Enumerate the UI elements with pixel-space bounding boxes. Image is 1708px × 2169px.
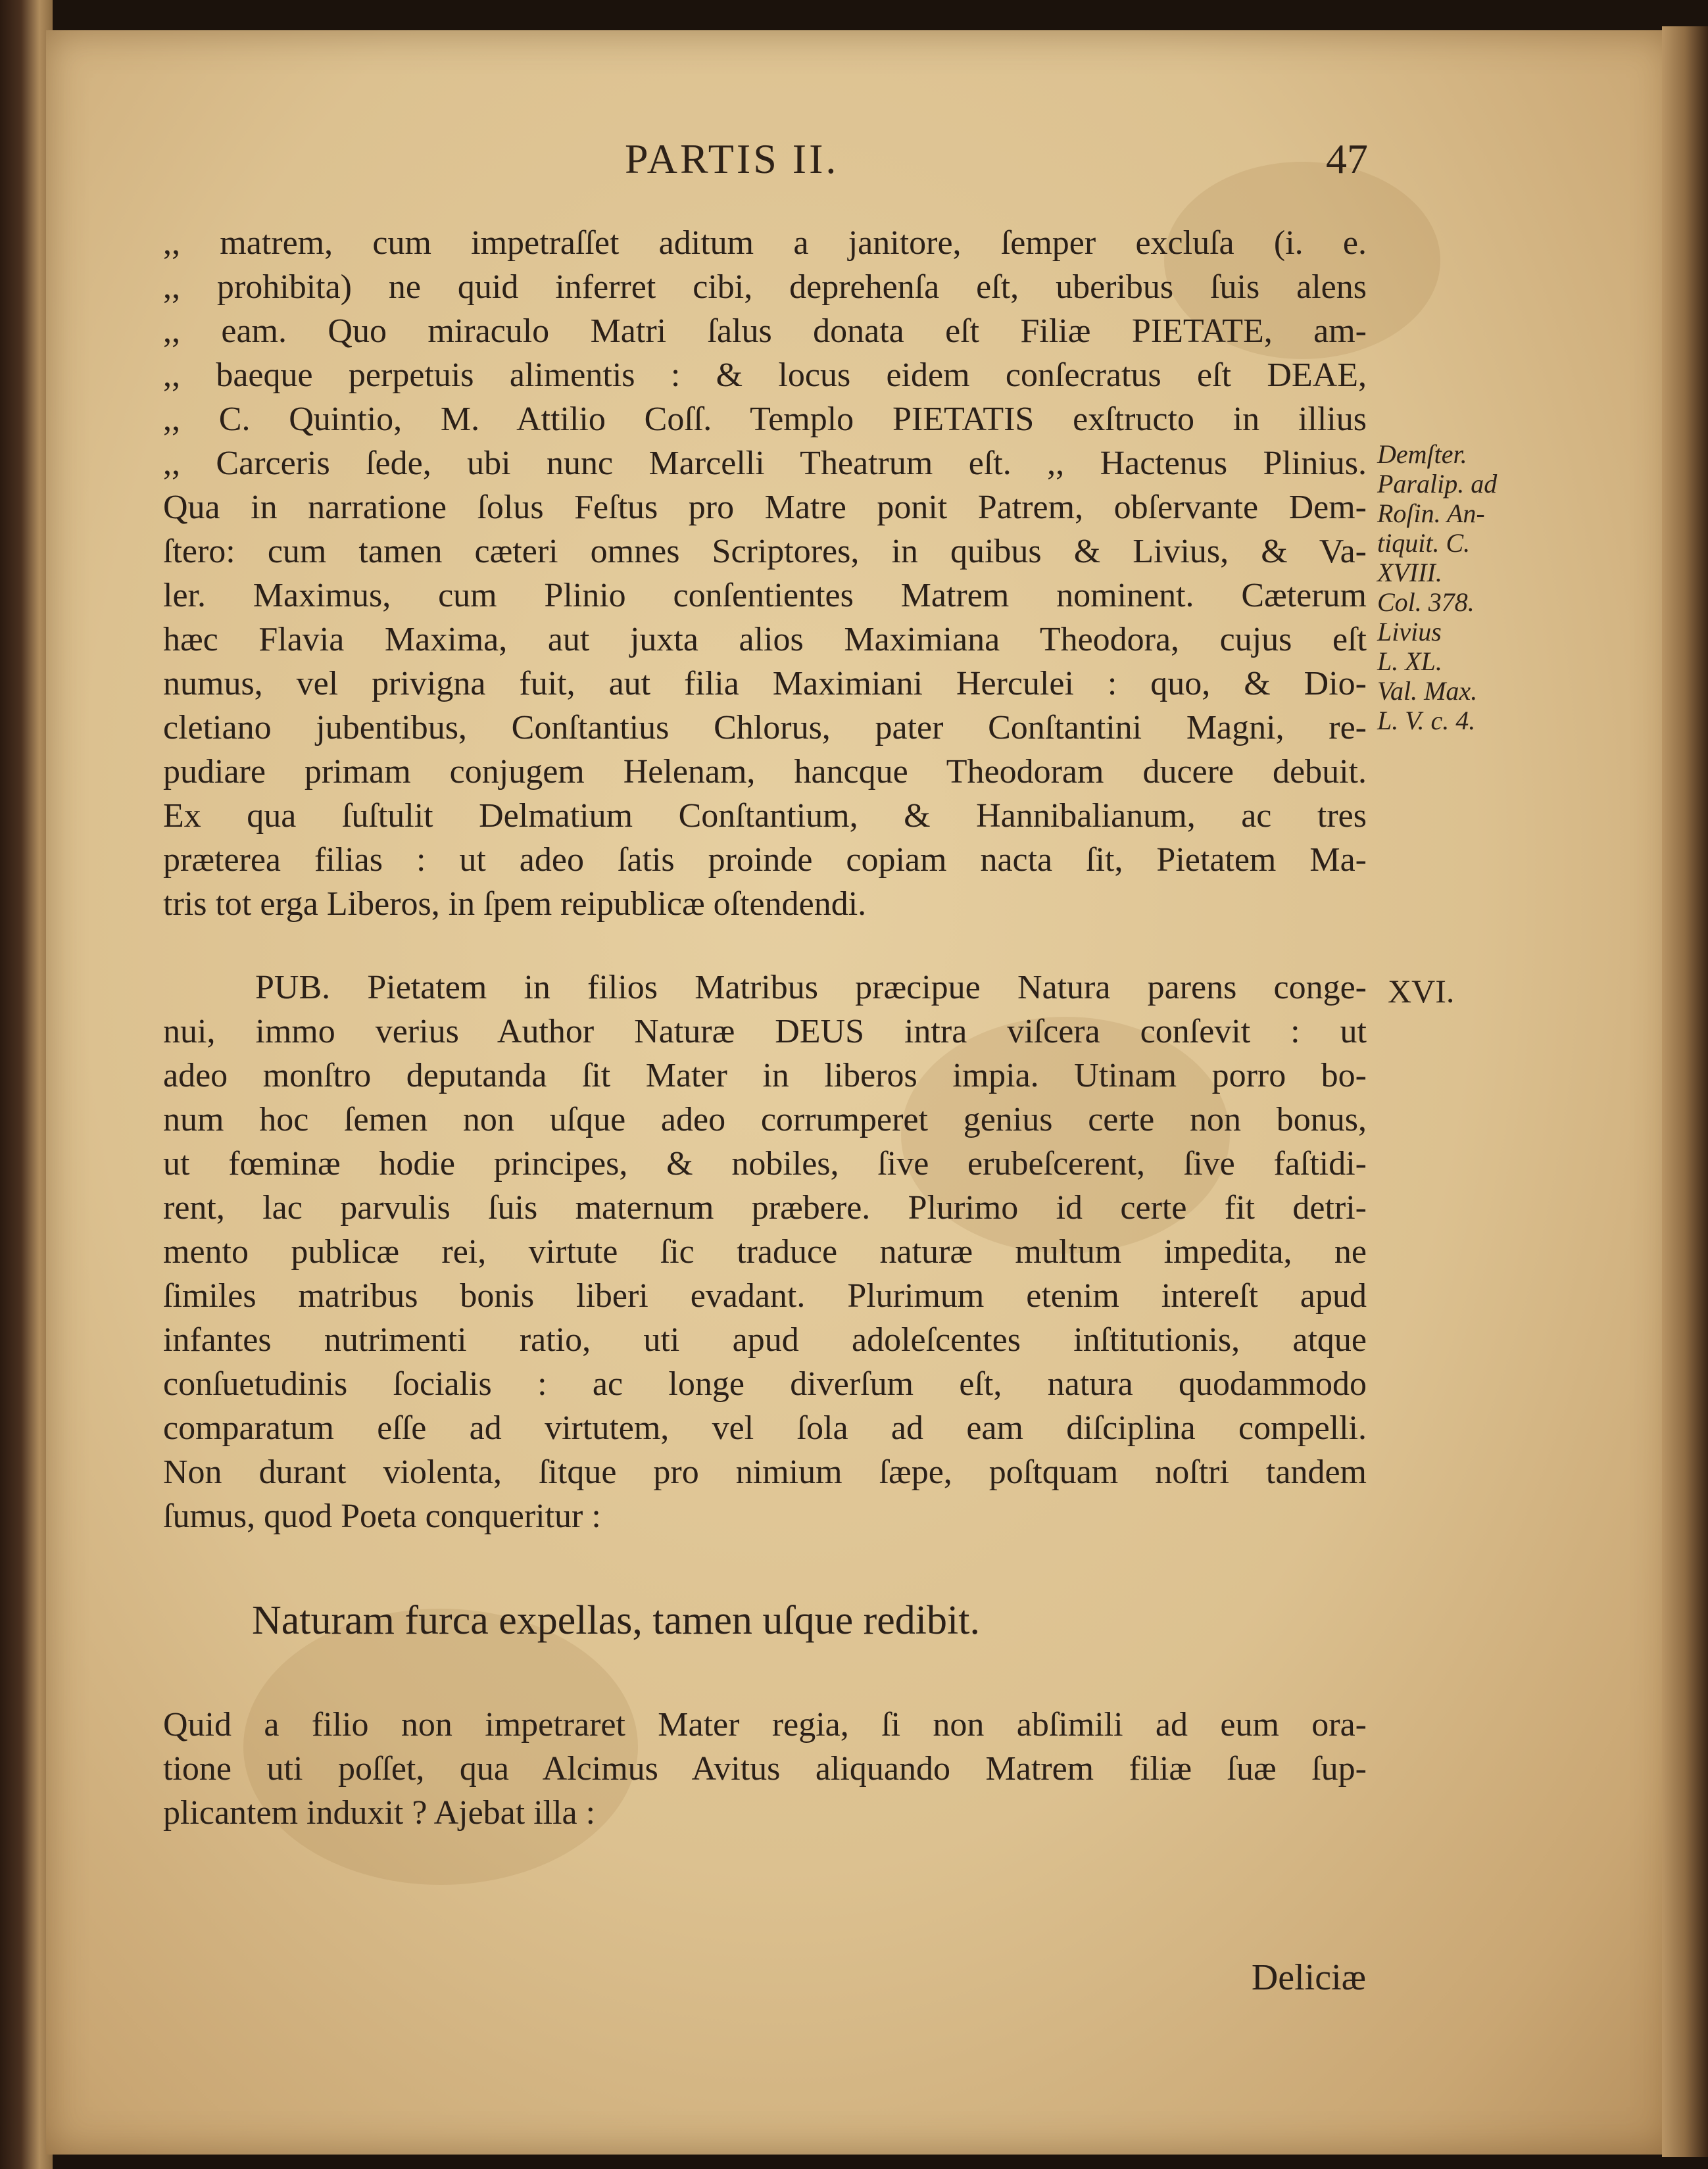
text-line: ,, eam. Quo miraculo Matri ſalus donata eſt Filiæ PIETATE, am- [163,312,1367,350]
text-line: ſtero: cum tamen cæteri omnes Scriptores, in quibus & Livius, & Va- [163,533,1367,570]
text-line: plicantem induxit ? Ajebat illa : [163,1794,596,1832]
margin-note: Col. 378. [1377,587,1475,617]
text-line: cletiano jubentibus, Conſtantius Chlorus, pater Conſtantini Magni, re- [163,709,1367,746]
text-line: ,, matrem, cum impetraſſet aditum a janitore, ſemper excluſa (i. e. [163,224,1367,262]
text-line: ut fœminæ hodie principes, & nobiles, ſive erubeſcerent, ſive faſtidi- [163,1145,1367,1182]
margin-note: Demſter. [1377,439,1467,469]
margin-note: Livius [1377,617,1442,646]
text-line: ſumus, quod Poeta conqueritur : [163,1498,601,1535]
margin-note: L. XL. [1377,646,1442,676]
facing-page-edge [0,0,53,2169]
main-text [163,221,1367,1835]
margin-note: XVIII. [1377,558,1442,587]
text-line: ,, prohibita) ne quid inferret cibi, deprehenſa eſt, uberibus ſuis alens [163,268,1367,306]
text-line: infantes nutrimenti ratio, uti apud adoleſcentes inſtitutionis, atque [163,1321,1367,1359]
text-line: Ex qua ſuſtulit Delmatium Conſtantium, & Hannibalianum, ac tres [163,797,1367,835]
text-line: ,, C. Quintio, M. Attilio Coſſ. Templo PIETATIS exſtructo in illius [163,401,1367,438]
text-line: hæc Flavia Maxima, aut juxta alios Maximiana Theodora, cujus eſt [163,621,1367,658]
page-number: 47 [1326,135,1368,182]
margin-note: Roſin. An- [1377,499,1485,528]
text-line: comparatum eſſe ad virtutem, vel ſola ad eam diſciplina compelli. [163,1409,1367,1447]
text-line: ,, Carceris ſede, ubi nunc Marcelli Theatrum eſt. ,, Hactenus Plinius. [163,445,1367,482]
margin-note: tiquit. C. [1377,528,1471,558]
text-line: ler. Maximus, cum Plinio conſentientes Matrem nominent. Cæterum [163,577,1367,614]
text-line: conſuetudinis ſocialis : ac longe diverſum eſt, natura quodammodo [163,1365,1367,1403]
section-numeral: XVI. [1388,973,1455,1010]
text-line: PUB. Pietatem in filios Matribus præcipue Natura parens conge- [255,969,1367,1006]
text-line: mento publicæ rei, virtute ſic traduce naturæ multum impedita, ne [163,1233,1367,1271]
text-line: præterea filias : ut adeo ſatis proinde copiam nacta ſit, Pietatem Ma- [163,841,1367,879]
margin-note: L. V. c. 4. [1377,706,1476,735]
margin-notes [1377,439,1535,735]
page-header [625,135,1368,194]
text-line: numus, vel privigna fuit, aut filia Maximiani Herculei : quo, & Dio- [163,665,1367,702]
text-line: tris tot erga Liberos, in ſpem reipublicæ oſtendendi. [163,885,867,923]
text-line: Qua in narratione ſolus Feſtus pro Matre ponit Patrem, obſervante Dem- [163,489,1367,526]
text-line: ,, baeque perpetuis alimentis : & locus eidem conſecratus eſt DEAE, [163,356,1367,394]
margin-note: Val. Max. [1377,676,1478,706]
text-line: adeo monſtro deputanda ſit Mater in liberos impia. Utinam porro bo- [163,1057,1367,1094]
running-head: PARTIS II. [625,135,839,182]
text-line: Quid a filio non impetraret Mater regia, ſi non abſimili ad eum ora- [163,1706,1367,1743]
paragraph-gap [163,1650,1367,1703]
verse-quotation: Naturam furca expellas, tamen uſque redibit. [252,1598,980,1643]
paragraph-gap [163,926,1367,965]
paragraph-gap [163,1538,1367,1591]
text-line: ſimiles matribus bonis liberi evadant. Plurimum etenim intereſt apud [163,1277,1367,1315]
text-line: tione uti poſſet, qua Alcimus Avitus aliquando Matrem filiæ ſuæ ſup- [163,1750,1367,1788]
text-line: rent, lac parvulis ſuis maternum præbere. Plurimo id certe fit detri- [163,1189,1367,1227]
margin-note: Paralip. ad [1377,469,1498,499]
text-line: nui, immo verius Author Naturæ DEUS intra viſcera conſevit : ut [163,1013,1367,1050]
page-fore-edge [1662,26,1708,2157]
catchword: Deliciæ [1251,1957,1366,1998]
text-line: pudiare primam conjugem Helenam, hancque Theodoram ducere debuit. [163,753,1367,791]
text-line: Non durant violenta, ſitque pro nimium ſæpe, poſtquam noſtri tandem [163,1453,1367,1491]
text-line: num hoc ſemen non uſque adeo corrumperet genius certe non bonus, [163,1101,1367,1138]
